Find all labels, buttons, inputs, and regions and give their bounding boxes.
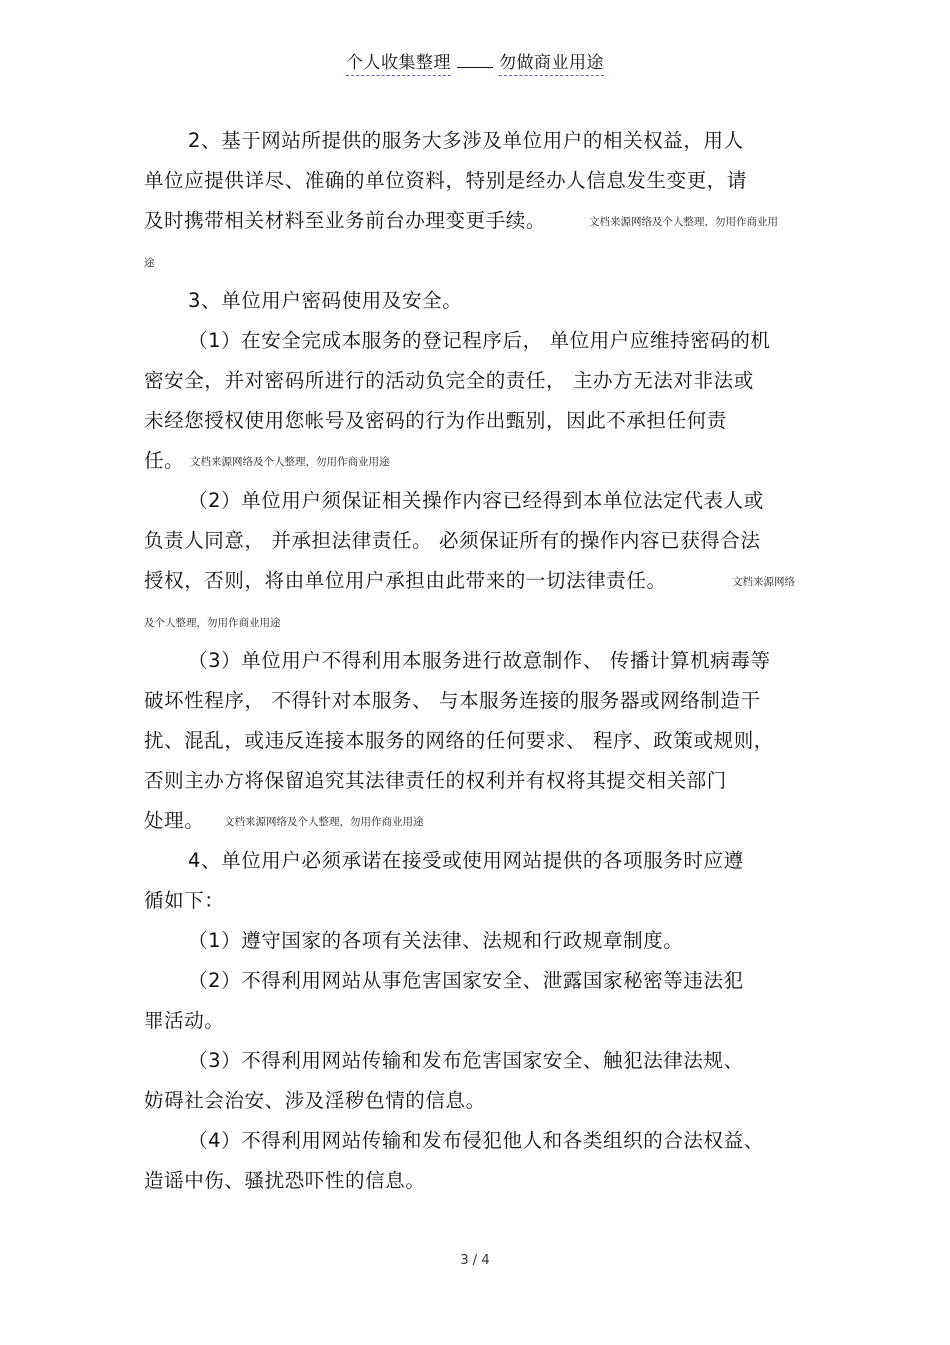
text-line: （1）遵守国家的各项有关法律、法规和行政规章制度。 [188, 929, 684, 952]
text-line: 授权，否则，将由单位用户承担由此带来的一切法律责任。 [144, 569, 667, 592]
text-line: （2）单位用户须保证相关操作内容已经得到本单位法定代表人或 [188, 489, 764, 512]
text-line: 循如下： [144, 889, 225, 912]
text-line: 密安全，并对密码所进行的活动负完全的责任， 主办方无法对非法或 [144, 369, 754, 392]
text-line: 单位应提供详尽、准确的单位资料，特别是经办人信息发生变更，请 [144, 169, 748, 192]
text-line: （2）不得利用网站从事危害国家安全、泄露国家秘密等违法犯 [188, 969, 744, 992]
text-line: （3）不得利用网站传输和发布危害国家安全、触犯法律法规、 [188, 1049, 744, 1072]
text-line: 否则主办方将保留追究其法律责任的权利并有权将其提交相关部门 [144, 769, 727, 792]
source-note: 文档来源网络及个人整理，勿用作商业用途 [190, 456, 390, 468]
text-line: 及时携带相关材料至业务前台办理变更手续。 [144, 209, 547, 232]
source-note: 文档来源网络 [732, 576, 795, 588]
text-line: 破坏性程序， 不得针对本服务、 与本服务连接的服务器或网络制造干 [144, 689, 761, 712]
page-header [0, 48, 950, 74]
header-gap-line [457, 64, 493, 68]
text-line: 负责人同意， 并承担法律责任。 必须保证所有的操作内容已获得合法 [144, 529, 761, 552]
text-line: 扰、混乱，或违反连接本服务的网络的任何要求、 程序、政策或规则， [144, 729, 774, 752]
text-line: （3）单位用户不得利用本服务进行故意制作、 传播计算机病毒等 [188, 649, 771, 672]
text-line: （4）不得利用网站传输和发布侵犯他人和各类组织的合法权益、 [188, 1129, 764, 1152]
text-line: 3、单位用户密码使用及安全。 [188, 289, 463, 312]
page-number: 3 / 4 [460, 1253, 490, 1268]
text-line: 任。 [144, 449, 185, 472]
source-note: 途 [144, 257, 155, 269]
source-note: 文档来源网络及个人整理，勿用作商业用 [589, 216, 778, 228]
header-left-text: 个人收集整理 [346, 53, 451, 76]
text-line: 罪活动。 [144, 1009, 225, 1032]
text-line: 2、基于网站所提供的服务大多涉及单位用户的相关权益，用人 [188, 129, 744, 152]
text-line: 处理。 [144, 809, 205, 832]
source-note: 文档来源网络及个人整理，勿用作商业用途 [224, 816, 424, 828]
header-right-text: 勿做商业用途 [499, 53, 604, 76]
text-line: 造谣中伤、骚扰恐吓性的信息。 [144, 1169, 426, 1192]
text-line: 未经您授权使用您帐号及密码的行为作出甄别，因此不承担任何责 [144, 409, 727, 432]
text-line: （1）在安全完成本服务的登记程序后， 单位用户应维持密码的机 [188, 329, 771, 352]
source-note: 及个人整理，勿用作商业用途 [144, 617, 281, 629]
text-line: 4、单位用户必须承诺在接受或使用网站提供的各项服务时应遵 [188, 849, 744, 872]
text-line: 妨碍社会治安、涉及淫秽色情的信息。 [144, 1089, 486, 1112]
